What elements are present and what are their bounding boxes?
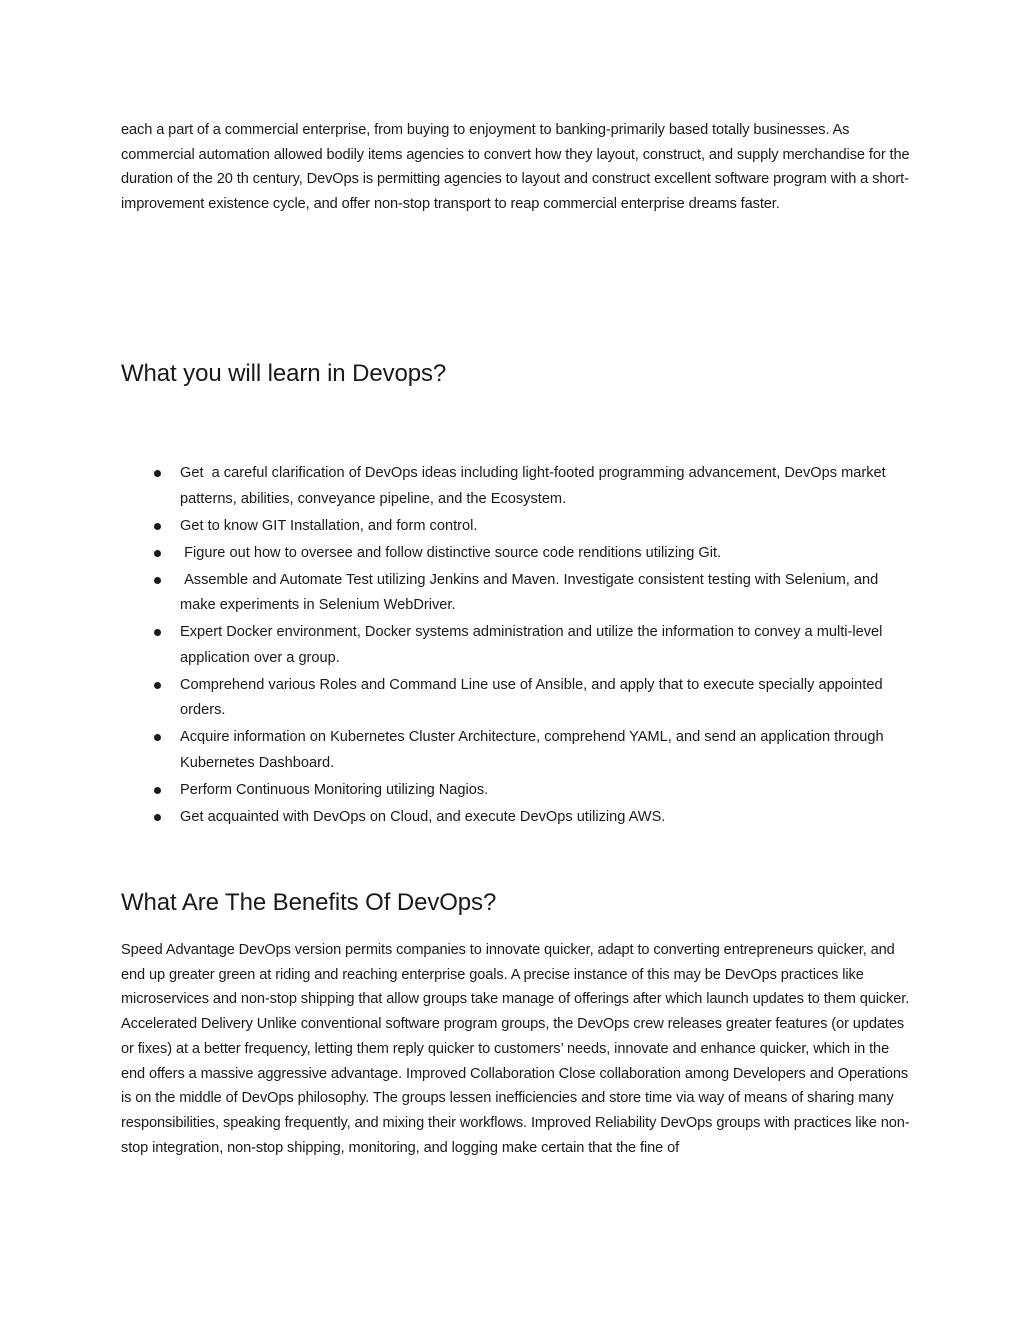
list-item	[121, 568, 911, 619]
list-item	[121, 461, 911, 512]
list-item	[121, 541, 911, 567]
bullet-icon	[154, 523, 161, 530]
list-item-text: Perform Continuous Monitoring utilizing Nagios.	[180, 781, 489, 798]
list-item	[121, 514, 911, 540]
bullet-icon	[154, 682, 161, 689]
intro-paragraph: each a part of a commercial enterprise, from buying to enjoyment to banking-primarily based totally businesses. As commercial automation allowed bodily items agencies to convert how they layout, construct, and supply merchandise for the duration of the 20 th century, DevOps is permitting agencies to layout and construct excellent software program with a short-improvement existence cycle, and offer non-stop transport to reap commercial enterprise dreams faster.	[121, 122, 910, 213]
bullet-icon	[154, 470, 161, 477]
bullet-icon	[154, 814, 161, 821]
benefits-paragraph: Speed Advantage DevOps version permits companies to innovate quicker, adapt to converting entrepreneurs quicker, and end up greater green at riding and reaching enterprise goals. A precise instance of this may be DevOps practices like microservices and non-stop shipping that allow groups take manage of offerings after which launch updates to them quicker. Accelerated Delivery Unlike conventional software program groups, the DevOps crew releases greater features (or updates or fixes) at a better frequency, letting them reply quicker to customers’ needs, innovate and enhance quicker, which in the end offers a massive aggressive advantage. Improved Collaboration Close collaboration among Developers and Operations is on the middle of DevOps philosophy. The groups lessen inefficiencies and store time via way of means of sharing many responsibilities, speaking frequently, and mixing their workflows. Improved Reliability DevOps groups with practices like non-stop integration, non-stop shipping, monitoring, and logging make certain that the fine of	[121, 942, 910, 1156]
list-item-text: Get to know GIT Installation, and form control.	[180, 517, 478, 534]
list-item	[121, 673, 911, 724]
learn-heading: What you will learn in Devops?	[121, 360, 447, 387]
list-item-text: Acquire information on Kubernetes Cluster Architecture, comprehend YAML, and send an application through Kubernetes Dashboard.	[180, 729, 888, 771]
bullet-icon	[154, 577, 161, 584]
list-item	[121, 725, 911, 776]
list-item	[121, 805, 911, 831]
bullet-icon	[154, 787, 161, 794]
list-item-text: Figure out how to oversee and follow distinctive source code renditions utilizing Git.	[180, 544, 722, 561]
list-item-text: Comprehend various Roles and Command Line use of Ansible, and apply that to execute specially appointed orders.	[180, 676, 887, 718]
bullet-icon	[154, 629, 161, 636]
learn-bullet-list	[121, 461, 911, 832]
list-item	[121, 778, 911, 804]
list-item-text: Get a careful clarification of DevOps ideas including light-footed programming advancement, DevOps market patterns, abilities, conveyance pipeline, and the Ecosystem.	[180, 465, 890, 507]
list-item-text: Get acquainted with DevOps on Cloud, and execute DevOps utilizing AWS.	[180, 808, 666, 825]
list-item-text: Expert Docker environment, Docker systems administration and utilize the information to convey a multi-level application over a group.	[180, 624, 887, 666]
bullet-icon	[154, 550, 161, 557]
list-item-text: Assemble and Automate Test utilizing Jenkins and Maven. Investigate consistent testing with Selenium, and make experiments in Selenium WebDriver.	[180, 571, 883, 613]
list-item	[121, 620, 911, 671]
benefits-heading: What Are The Benefits Of DevOps?	[121, 889, 497, 916]
bullet-icon	[154, 734, 161, 741]
